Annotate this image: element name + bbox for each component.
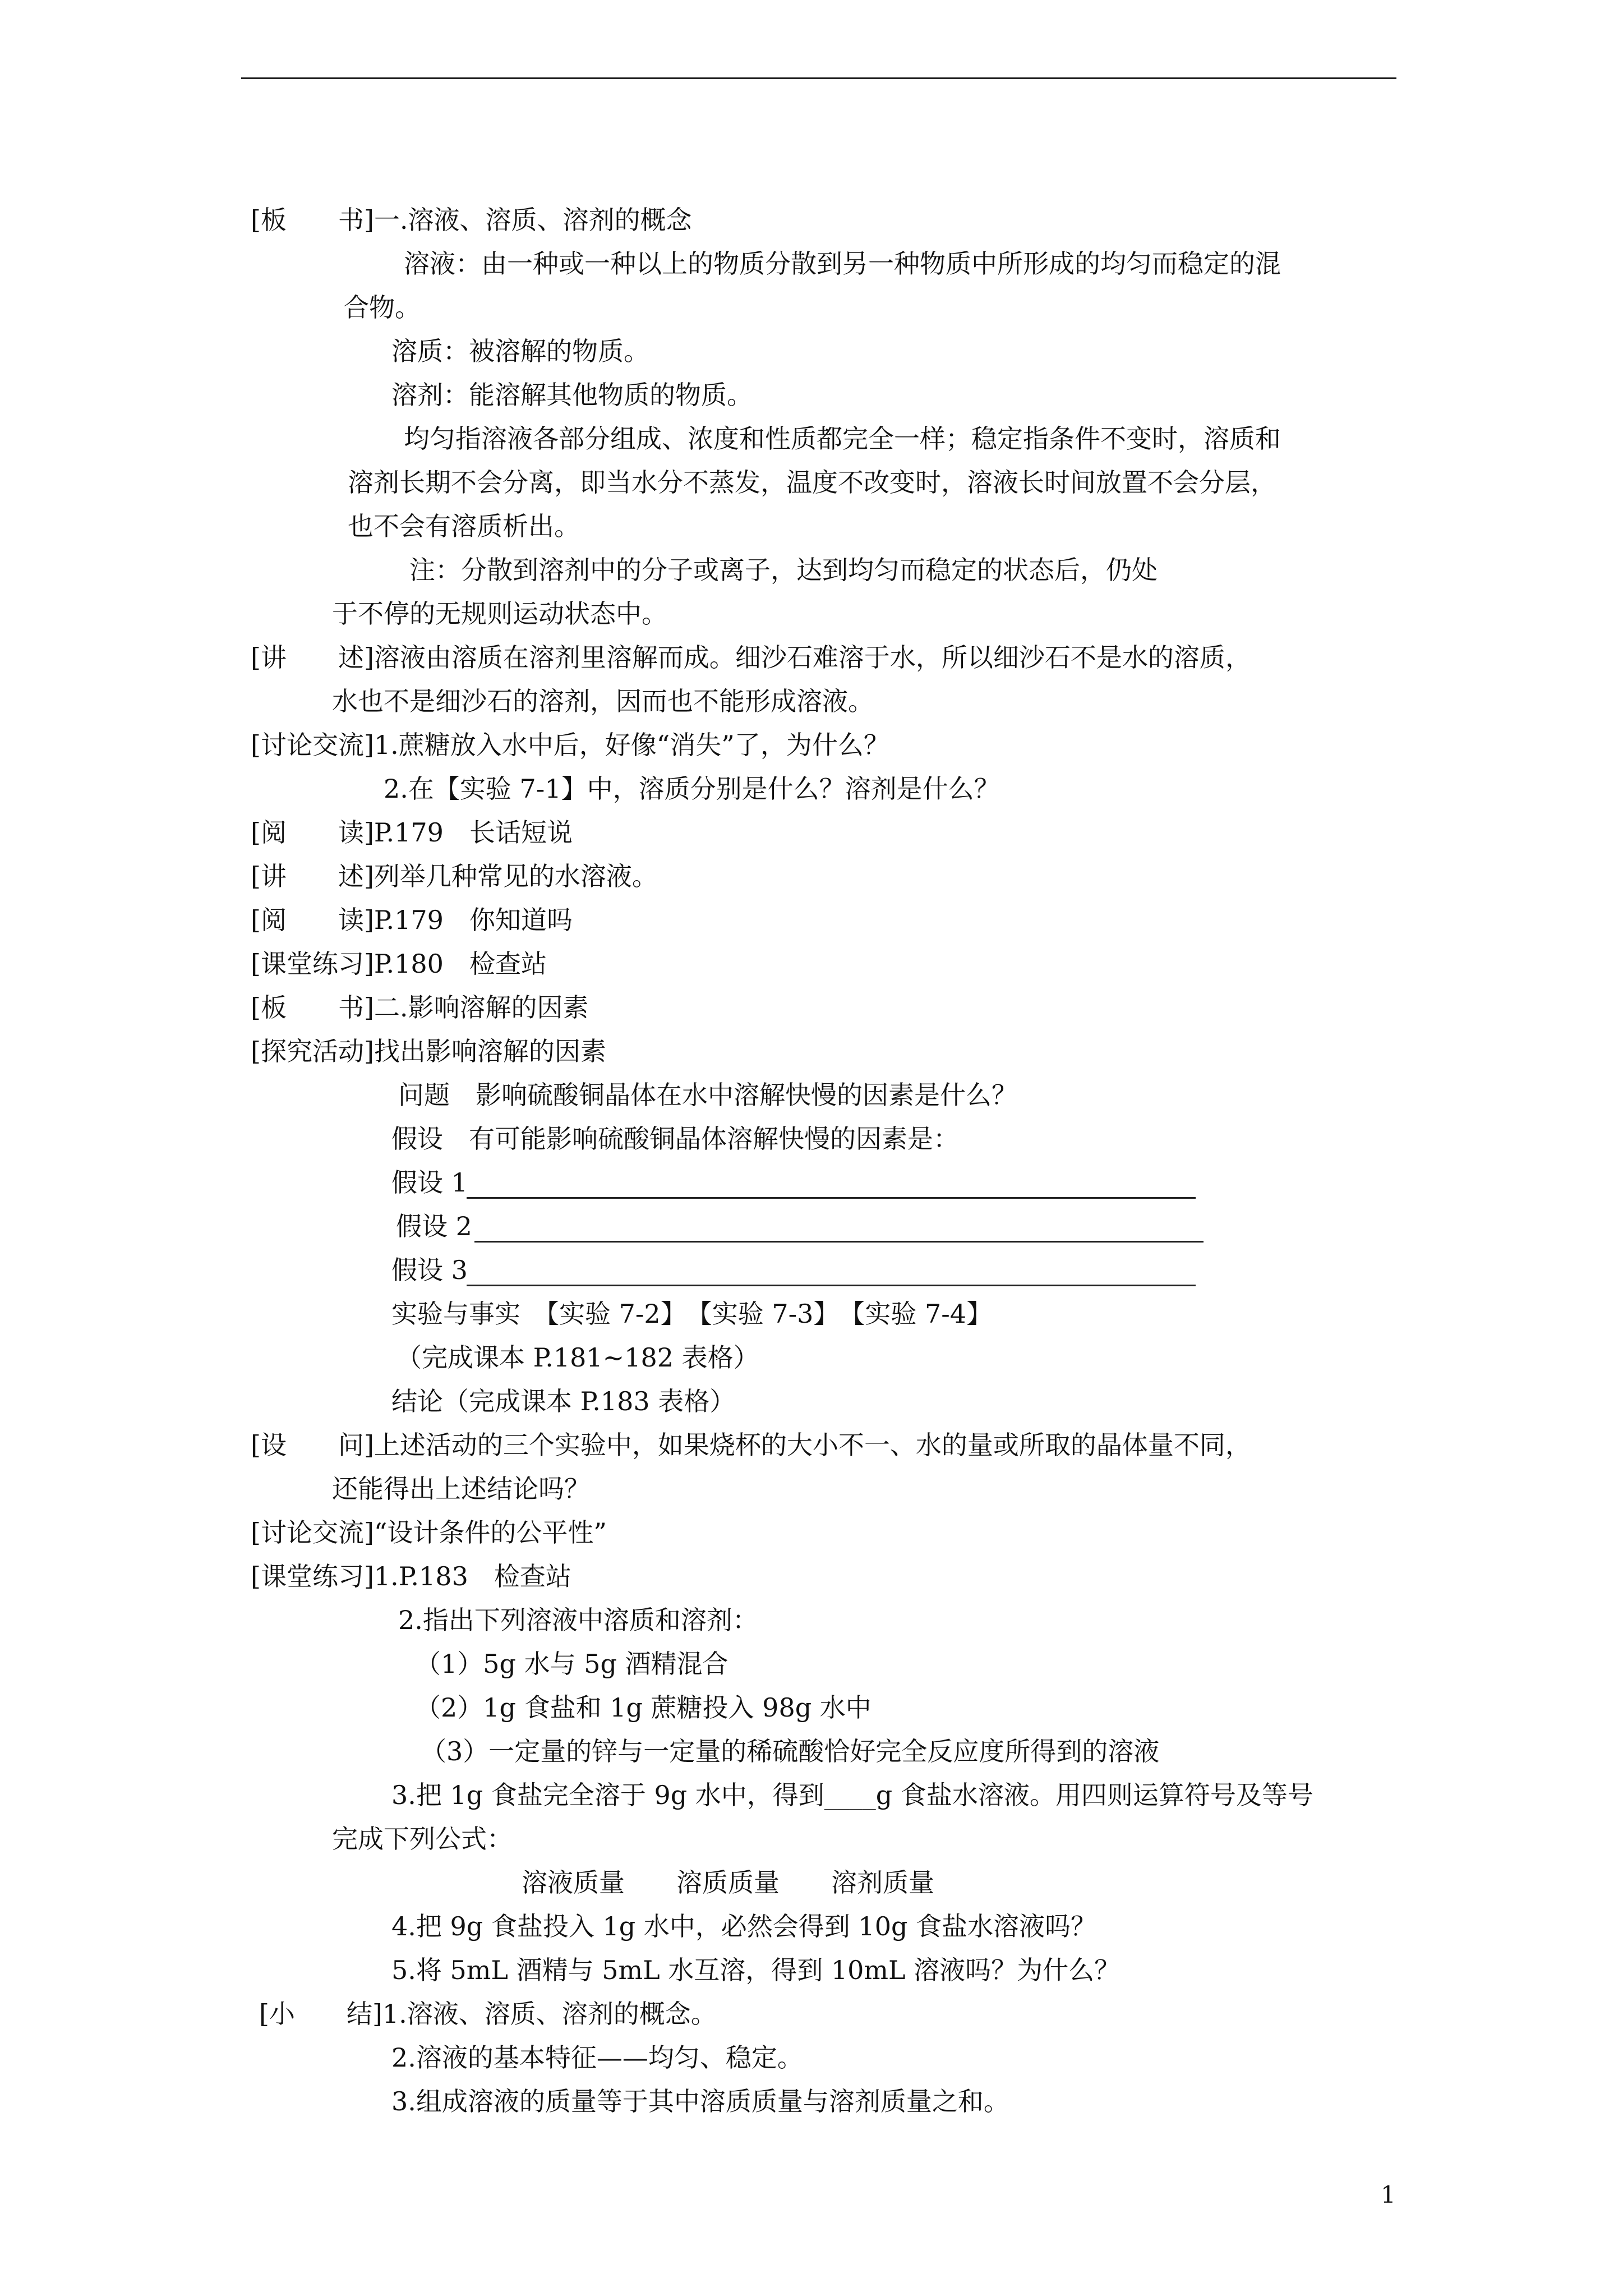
text-line: 注：分散到溶剂中的分子或离子，达到均匀而稳定的状态后，仍处 [409,555,1158,585]
text-line: 结论（完成课本 P.183 表格） [391,1386,736,1416]
hypothesis-2-blank [474,1241,1204,1243]
text-line: 实验与事实 【实验 7-2】 【实验 7-3】 【实验 7-4】 [391,1299,993,1329]
text-line: [讨论交流]“设计条件的公平性” [251,1517,607,1548]
text-line: 完成下列公式： [332,1824,513,1854]
text-line: [课堂练习]1.P.183 检查站 [251,1561,571,1591]
text-line: [讲 述]溶液由溶质在溶剂里溶解而成。细沙石难溶于水，所以细沙石不是水的溶质， [251,642,1251,673]
text-line: 3.组成溶液的质量等于其中溶质质量与溶剂质量之和。 [391,2086,1009,2116]
text-line: 3.把 1g 食盐完全溶于 9g 水中，得到____g 食盐水溶液。用四则运算符号及等号 [391,1780,1313,1810]
text-line: [板 书]二.影响溶解的因素 [251,992,589,1023]
text-line: 2.指出下列溶液中溶质和溶剂： [398,1605,758,1635]
text-line: 5.将 5mL 酒精与 5mL 水互溶，得到 10mL 溶液吗？为什么？ [391,1955,1121,1985]
hypothesis-3-blank [467,1285,1196,1286]
hypothesis-3-label: 假设 3 [391,1255,468,1285]
text-line: 合物。 [343,292,421,323]
text-line: 假设 有可能影响硫酸铜晶体溶解快慢的因素是： [391,1124,959,1154]
text-line: [探究活动]找出影响溶解的因素 [251,1036,606,1066]
text-line: 均匀指溶液各部分组成、浓度和性质都完全一样；稳定指条件不变时，溶质和 [404,424,1281,454]
hypothesis-1-blank [467,1197,1196,1199]
text-line: [讲 述]列举几种常见的水溶液。 [251,861,658,891]
hypothesis-2-label: 假设 2 [396,1211,472,1241]
text-line: （3）一定量的锌与一定量的稀硫酸恰好完全反应度所得到的溶液 [421,1736,1160,1766]
text-line: （1）5g 水与 5g 酒精混合 [415,1649,728,1679]
text-line: 于不停的无规则运动状态中。 [332,599,667,629]
text-line: 溶液：由一种或一种以上的物质分散到另一种物质中所形成的均匀而稳定的混 [404,249,1281,279]
text-line: （2）1g 食盐和 1g 蔗糖投入 98g 水中 [415,1692,872,1723]
text-line: [讨论交流]1.蔗糖放入水中后，好像“消失”了，为什么？ [251,730,889,760]
text-line: 溶剂：能溶解其他物质的物质。 [391,380,753,410]
page-number: 1 [1381,2181,1396,2208]
text-line: [阅 读]P.179 你知道吗 [251,905,573,935]
hypothesis-1-label: 假设 1 [391,1167,468,1198]
text-line: 水也不是细沙石的溶剂，因而也不能形成溶液。 [332,686,874,716]
text-line: [板 书]一.溶液、溶质、溶剂的概念 [251,205,692,235]
text-line: 2.在【实验 7-1】中，溶质分别是什么？溶剂是什么？ [384,774,1000,804]
text-line: [课堂练习]P.180 检查站 [251,949,547,979]
text-line: 还能得出上述结论吗？ [332,1474,590,1504]
text-line: 溶质：被溶解的物质。 [391,336,649,366]
header-rule [241,77,1396,79]
text-line: 溶剂长期不会分离，即当水分不蒸发，温度不改变时，溶液长时间放置不会分层， [348,467,1276,498]
text-line: 也不会有溶质析出。 [348,511,580,541]
text-line: 2.溶液的基本特征——均匀、稳定。 [391,2042,803,2073]
text-line: [小 结]1.溶液、溶质、溶剂的概念。 [259,1999,717,2029]
text-line: 问题 影响硫酸铜晶体在水中溶解快慢的因素是什么？ [398,1080,1017,1110]
text-line: （完成课本 P.181~182 表格） [396,1342,759,1373]
text-line: 溶液质量 溶质质量 溶剂质量 [522,1867,934,1898]
text-line: [阅 读]P.179 长话短说 [251,817,573,848]
text-line: 4.把 9g 食盐投入 1g 水中，必然会得到 10g 食盐水溶液吗？ [391,1911,1097,1941]
text-line: [设 问]上述活动的三个实验中，如果烧杯的大小不一、水的量或所取的晶体量不同， [251,1430,1251,1460]
